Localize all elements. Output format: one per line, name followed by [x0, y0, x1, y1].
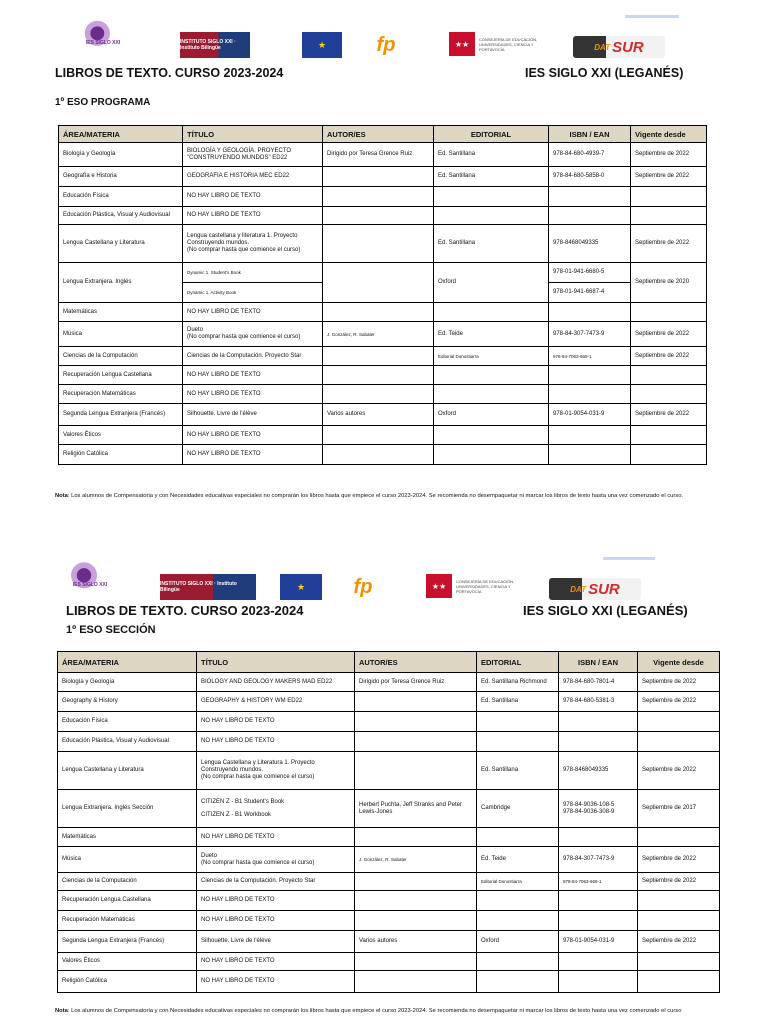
- header-isbn: ISBN / EAN: [559, 652, 638, 673]
- title-cell: NO HAY LIBRO DE TEXTO: [183, 385, 323, 404]
- table-row: [58, 891, 720, 911]
- publisher-cell: Cambridge: [477, 790, 559, 828]
- publisher-cell: Ed. Santillana Richmond: [477, 673, 559, 692]
- title-cell: NO HAY LIBRO DE TEXTO: [197, 732, 355, 752]
- isbn-cell: [559, 712, 638, 732]
- isbn-cell: [549, 207, 631, 225]
- publisher-cell: [477, 953, 559, 971]
- fp-logo: fp: [353, 575, 373, 598]
- title-cell: Ciencias de la Computación. Proyecto Star: [183, 347, 323, 366]
- table-row: [59, 347, 707, 366]
- isbn-cell: 978-84-307-7473-9: [549, 322, 631, 347]
- footnote-text: : Los alumnos de Compensatoria y con Necesidades educativas especiales no comprarán los libros hasta que empiece el curso 2023-2024. Se recomienda no desempaquetar ni marcar los libros de texto hasta una vez comenzado el curso: [67, 1008, 682, 1014]
- books-table: [57, 651, 720, 993]
- school-name: IES SIGLO XXI (LEGANÉS): [525, 66, 684, 80]
- since-cell: Septiembre de 2020: [631, 263, 707, 303]
- isbn-cell: 978-84-7063-669-1: [559, 873, 638, 891]
- table-row: [59, 385, 707, 404]
- author-cell: Varios autores: [323, 404, 434, 426]
- title-cell: NO HAY LIBRO DE TEXTO: [197, 953, 355, 971]
- publisher-cell: Ed. Teide: [434, 322, 549, 347]
- table-row: [59, 143, 707, 167]
- title-cell: Dynamic 1. Activity Book: [183, 283, 323, 303]
- table-row: [58, 953, 720, 971]
- author-cell: [355, 732, 477, 752]
- author-cell: [323, 263, 434, 303]
- since-cell: Septiembre de 2022: [638, 931, 720, 953]
- author-cell: [355, 692, 477, 712]
- since-cell: Septiembre de 2022: [631, 322, 707, 347]
- author-cell: [355, 828, 477, 847]
- area-cell: Educación Plástica, Visual y Audiovisual: [58, 732, 197, 752]
- table-row: [58, 752, 720, 790]
- since-cell: Septiembre de 2022: [631, 167, 707, 187]
- author-cell: [355, 911, 477, 931]
- publisher-cell: Ed. Santillana: [434, 225, 549, 263]
- area-cell: Matemáticas: [59, 303, 183, 322]
- area-cell: Biología y Geología: [59, 143, 183, 167]
- author-cell: Dirigido por Teresa Grence Ruiz: [355, 673, 477, 692]
- title-cell: NO HAY LIBRO DE TEXTO: [183, 445, 323, 465]
- table-row: [59, 426, 707, 445]
- table-row: [58, 828, 720, 847]
- isbn-cell: [549, 303, 631, 322]
- title-cell: NO HAY LIBRO DE TEXTO: [197, 712, 355, 732]
- author-cell: [355, 712, 477, 732]
- header-area: ÁREA/MATERIA: [59, 126, 183, 143]
- title-cell: Dynamic 1. Student's Book: [183, 263, 323, 283]
- author-cell: [323, 445, 434, 465]
- title-cell: Dueto (No comprar hasta que comience el curso): [183, 322, 323, 347]
- table-row: [59, 366, 707, 385]
- footnote-label: Nota: [55, 493, 68, 499]
- isbn-cell: [559, 953, 638, 971]
- header-title: TÍTULO: [183, 126, 323, 143]
- header-publisher: EDITORIAL: [434, 126, 549, 143]
- course-subtitle: 1º ESO SECCIÓN: [66, 624, 156, 636]
- area-cell: Lengua Extranjera. Inglés: [59, 263, 183, 303]
- header-area: ÁREA/MATERIA: [58, 652, 197, 673]
- table-row: [59, 303, 707, 322]
- since-cell: [631, 187, 707, 207]
- publisher-cell: Editorial Donostiarra: [434, 347, 549, 366]
- isbn-cell: 978-84-680-7801-4: [559, 673, 638, 692]
- title-cell: GEOGRAFIA E HISTORIA MEC ED22: [183, 167, 323, 187]
- since-cell: [631, 207, 707, 225]
- area-cell: Ciencias de la Computación: [59, 347, 183, 366]
- madrid-logo: ★★ CONSEJERÍA DE EDUCACIÓN, UNIVERSIDADES, CIENCIA Y PORTAVOCÍA: [415, 572, 527, 600]
- title-cell: Lengua castellana y literatura 1. Proyecto Construyendo mundos. (No comprar hasta que comience el curso): [183, 225, 323, 263]
- isbn-cell: 978-01-941-6680-5: [549, 263, 631, 283]
- title-cell: NO HAY LIBRO DE TEXTO: [183, 303, 323, 322]
- title-cell: BIOLOGÍA Y GEOLOGÍA. PROYECTO "CONSTRUYENDO MUNDOS" ED22: [183, 143, 323, 167]
- datsur-logo: DAT SUR: [573, 36, 665, 58]
- isbn-cell: 978-84-9036-108-5 978-84-9036-308-9: [559, 790, 638, 828]
- isbn-cell: [549, 187, 631, 207]
- publisher-cell: [434, 426, 549, 445]
- area-cell: Religión Católica: [59, 445, 183, 465]
- title-cell: CITIZEN Z - B1 Student's Book CITIZEN Z - B1 Workbook: [197, 790, 355, 828]
- table-row: [58, 911, 720, 931]
- table-row: [59, 322, 707, 347]
- isbn-cell: [559, 828, 638, 847]
- isbn-cell: [549, 366, 631, 385]
- title-cell: BIOLOGY AND GEOLOGY MAKERS MAD ED22: [197, 673, 355, 692]
- publisher-cell: Ed. Santillana: [434, 143, 549, 167]
- bilingual-logo: INSTITUTO SIGLO XXI · Instituto Bilingüe: [180, 32, 250, 58]
- since-cell: [631, 385, 707, 404]
- header-title: TÍTULO: [197, 652, 355, 673]
- area-cell: Lengua Castellana y Literatura: [58, 752, 197, 790]
- table-header: [59, 126, 707, 143]
- author-cell: [323, 207, 434, 225]
- header-publisher: EDITORIAL: [477, 652, 559, 673]
- logo-strip: [0, 14, 768, 58]
- since-cell: Septiembre de 2022: [638, 873, 720, 891]
- area-cell: Recuperación Lengua Castellana: [58, 891, 197, 911]
- table-header: [58, 652, 720, 673]
- table-row: [58, 732, 720, 752]
- author-cell: Dirigido por Teresa Grence Ruiz: [323, 143, 434, 167]
- table-row: [58, 712, 720, 732]
- isbn-cell: 978-84-680-5381-3: [559, 692, 638, 712]
- author-cell: [323, 347, 434, 366]
- footnote: [55, 492, 745, 501]
- since-cell: [638, 732, 720, 752]
- title-cell: Dueto (No comprar hasta que comience el curso): [197, 847, 355, 873]
- publisher-cell: Editorial Donostiarra: [477, 873, 559, 891]
- logo-strip: [0, 556, 768, 600]
- publisher-cell: Ed. Santillana: [477, 752, 559, 790]
- since-cell: Septiembre de 2022: [638, 847, 720, 873]
- table-row: [59, 207, 707, 225]
- madrid-logo: ★★ CONSEJERÍA DE EDUCACIÓN, UNIVERSIDADES, CIENCIA Y PORTAVOCÍA: [438, 30, 550, 58]
- madrid-flag-icon: ★★: [449, 32, 475, 56]
- school-name: IES SIGLO XXI (LEGANÉS): [523, 603, 688, 618]
- title-cell: Silhouette. Livre de l'élève: [183, 404, 323, 426]
- author-cell: Varios autores: [355, 931, 477, 953]
- author-cell: [323, 385, 434, 404]
- isbn-cell: [559, 971, 638, 993]
- since-cell: Septiembre de 2022: [638, 692, 720, 712]
- title-cell: GEOGRAPHY & HISTORY WM ED22: [197, 692, 355, 712]
- title-cell: NO HAY LIBRO DE TEXTO: [183, 187, 323, 207]
- since-cell: Septiembre de 2022: [631, 404, 707, 426]
- author-cell: [355, 752, 477, 790]
- table-row: [58, 790, 720, 828]
- area-cell: Segunda Lengua Extranjera (Francés): [58, 931, 197, 953]
- area-cell: Recuperación Lengua Castellana: [59, 366, 183, 385]
- author-cell: [355, 971, 477, 993]
- publisher-cell: Oxford: [477, 931, 559, 953]
- isbn-cell: 978-01-9054-031-9: [549, 404, 631, 426]
- publisher-cell: [434, 366, 549, 385]
- author-cell: [323, 366, 434, 385]
- author-cell: [323, 225, 434, 263]
- area-cell: Educación Física: [58, 712, 197, 732]
- footnote-label: Nota: [55, 1008, 68, 1014]
- isbn-cell: [549, 426, 631, 445]
- title-cell: NO HAY LIBRO DE TEXTO: [197, 911, 355, 931]
- publisher-cell: [477, 828, 559, 847]
- isbn-cell: [559, 732, 638, 752]
- since-cell: [638, 971, 720, 993]
- publisher-cell: Oxford: [434, 263, 549, 303]
- isbn-cell: 978-8468049335: [549, 225, 631, 263]
- area-cell: Educación Plástica, Visual y Audiovisual: [59, 207, 183, 225]
- eu-flag-logo: ★: [280, 574, 322, 600]
- isbn-cell: 978-01-9054-031-9: [559, 931, 638, 953]
- eu-flag-logo: ★: [302, 32, 342, 58]
- isbn-cell: 978-84-7063-669-1: [549, 347, 631, 366]
- isbn-cell: 978-84-680-4939-7: [549, 143, 631, 167]
- bilingual-logo: INSTITUTO SIGLO XXI · Instituto Bilingüe: [160, 574, 256, 600]
- header-isbn: ISBN / EAN: [549, 126, 631, 143]
- table-row: [58, 971, 720, 993]
- header-since: Vigente desde: [631, 126, 707, 143]
- isbn-cell: [549, 445, 631, 465]
- table-row: [59, 404, 707, 426]
- header-author: AUTOR/ES: [323, 126, 434, 143]
- school-logo: IES SIGLO XXI: [84, 18, 122, 52]
- area-cell: Valores Éticos: [58, 953, 197, 971]
- since-cell: Septiembre de 2022: [631, 225, 707, 263]
- area-cell: Educación Física: [59, 187, 183, 207]
- since-cell: Septiembre de 2022: [631, 347, 707, 366]
- table-row: [59, 187, 707, 207]
- publisher-cell: [434, 445, 549, 465]
- page-title: LIBROS DE TEXTO. CURSO 2023-2024: [55, 66, 284, 80]
- title-cell: NO HAY LIBRO DE TEXTO: [183, 426, 323, 445]
- area-cell: Lengua Extranjera. Inglés Sección: [58, 790, 197, 828]
- header-since: Vigente desde: [638, 652, 720, 673]
- publisher-cell: [434, 207, 549, 225]
- title-cell: NO HAY LIBRO DE TEXTO: [183, 207, 323, 225]
- table-row: [58, 847, 720, 873]
- since-cell: [638, 891, 720, 911]
- publisher-cell: [477, 712, 559, 732]
- table-row: [59, 225, 707, 263]
- publisher-cell: [477, 891, 559, 911]
- area-cell: Lengua Castellana y Literatura: [59, 225, 183, 263]
- since-cell: Septiembre de 2022: [638, 673, 720, 692]
- title-cell: Lengua Castellana y Literatura 1. Proyecto Construyendo mundos. (No comprar hasta que comience el curso): [197, 752, 355, 790]
- title-cell: NO HAY LIBRO DE TEXTO: [197, 971, 355, 993]
- since-cell: [638, 712, 720, 732]
- table-row: [59, 445, 707, 465]
- area-cell: Valores Éticos: [59, 426, 183, 445]
- header-author: AUTOR/ES: [355, 652, 477, 673]
- isbn-cell: 978-01-941-6687-4: [549, 283, 631, 303]
- since-cell: [631, 366, 707, 385]
- table-row: [58, 673, 720, 692]
- publisher-cell: [434, 385, 549, 404]
- area-cell: Biología y Geología: [58, 673, 197, 692]
- decorative-line: [625, 15, 679, 18]
- isbn-cell: [559, 911, 638, 931]
- publisher-cell: [477, 911, 559, 931]
- books-table: [58, 125, 707, 465]
- footnote: [55, 1007, 745, 1016]
- decorative-line: [603, 557, 655, 560]
- title-cell: NO HAY LIBRO DE TEXTO: [197, 891, 355, 911]
- area-cell: Geography & History: [58, 692, 197, 712]
- author-cell: Herbert Puchta, Jeff Stranks and Peter Lewis-Jones: [355, 790, 477, 828]
- publisher-cell: [434, 187, 549, 207]
- author-cell: [355, 873, 477, 891]
- since-cell: [631, 303, 707, 322]
- area-cell: Religión Católica: [58, 971, 197, 993]
- since-cell: Septiembre de 2022: [638, 752, 720, 790]
- area-cell: Música: [59, 322, 183, 347]
- school-logo: IES SIGLO XXI: [70, 560, 110, 594]
- author-cell: [355, 891, 477, 911]
- author-cell: [323, 303, 434, 322]
- author-cell: [323, 426, 434, 445]
- page-title: LIBROS DE TEXTO. CURSO 2023-2024: [66, 603, 304, 618]
- area-cell: Matemáticas: [58, 828, 197, 847]
- since-cell: [638, 828, 720, 847]
- isbn-cell: [559, 891, 638, 911]
- publisher-cell: Oxford: [434, 404, 549, 426]
- publisher-cell: [477, 971, 559, 993]
- area-cell: Recuperación Matemáticas: [58, 911, 197, 931]
- area-cell: Geografía e Historia: [59, 167, 183, 187]
- title-cell: NO HAY LIBRO DE TEXTO: [197, 828, 355, 847]
- fp-logo: fp: [376, 33, 396, 56]
- datsur-logo: DAT SUR: [549, 578, 641, 600]
- since-cell: Septiembre de 2017: [638, 790, 720, 828]
- title-cell: NO HAY LIBRO DE TEXTO: [183, 366, 323, 385]
- table-row: [59, 167, 707, 187]
- table-row: [58, 931, 720, 953]
- author-cell: J. González, R. Sabater: [355, 847, 477, 873]
- title-cell: Ciencias de la Computación. Proyecto Star: [197, 873, 355, 891]
- title-cell: Silhouette. Livre de l'élève: [197, 931, 355, 953]
- author-cell: [355, 953, 477, 971]
- since-cell: [638, 911, 720, 931]
- publisher-cell: Ed. Santillana: [477, 692, 559, 712]
- since-cell: [631, 426, 707, 445]
- publisher-cell: Ed. Santillana: [434, 167, 549, 187]
- author-cell: [323, 167, 434, 187]
- area-cell: Ciencias de la Computación: [58, 873, 197, 891]
- since-cell: [638, 953, 720, 971]
- area-cell: Segunda Lengua Extranjera (Francés): [59, 404, 183, 426]
- publisher-cell: Ed. Teide: [477, 847, 559, 873]
- table-row: [58, 873, 720, 891]
- area-cell: Música: [58, 847, 197, 873]
- since-cell: Septiembre de 2022: [631, 143, 707, 167]
- publisher-cell: [477, 732, 559, 752]
- author-cell: [323, 187, 434, 207]
- area-cell: Recuperación Matemáticas: [59, 385, 183, 404]
- since-cell: [631, 445, 707, 465]
- footnote-text: : Los alumnos de Compensatoria y con Necesidades educativas especiales no comprarán los libros hasta que empiece el curso 2023-2024. Se recomienda no desempaquetar ni marcar los libros de texto hasta una vez comenzado el curso.: [67, 493, 684, 499]
- table-row: [58, 692, 720, 712]
- author-cell: J. González, R. Sabater: [323, 322, 434, 347]
- publisher-cell: [434, 303, 549, 322]
- isbn-cell: 978-8468049335: [559, 752, 638, 790]
- madrid-flag-icon: ★★: [426, 574, 452, 598]
- isbn-cell: [549, 385, 631, 404]
- course-subtitle: 1º ESO PROGRAMA: [55, 97, 151, 108]
- table-row: [59, 263, 707, 283]
- isbn-cell: 978-84-307-7473-9: [559, 847, 638, 873]
- isbn-cell: 978-84-680-5858-0: [549, 167, 631, 187]
